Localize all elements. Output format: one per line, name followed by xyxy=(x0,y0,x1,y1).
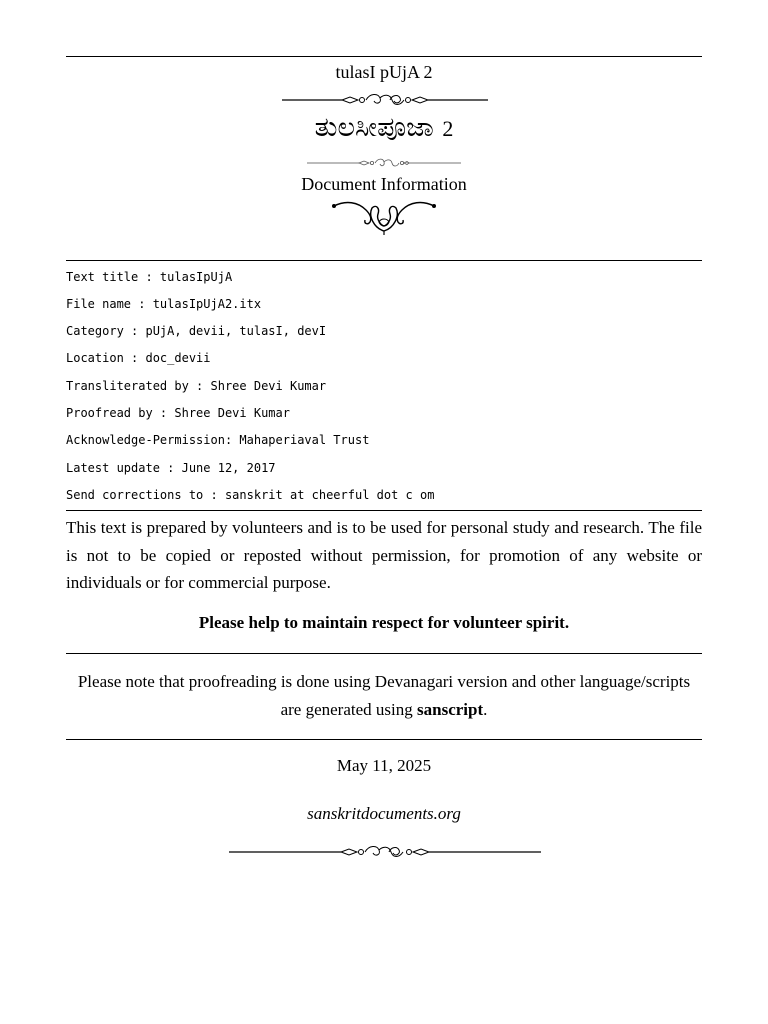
meta-send-corrections: Send corrections to : sanskrit at cheerful dot c om xyxy=(66,488,435,502)
metadata-top-rule xyxy=(66,260,702,261)
meta-location: Location : doc_devii xyxy=(66,351,211,365)
meta-category: Category : pUjA, devii, tulasI, devI xyxy=(66,324,327,338)
doc-info-heading: Document Information xyxy=(301,174,467,194)
meta-transliterated-by: Transliterated by : Shree Devi Kumar xyxy=(66,379,327,393)
top-rule xyxy=(66,56,702,57)
meta-latest-update: Latest update : June 12, 2017 xyxy=(66,461,276,475)
proofreading-note-end: . xyxy=(483,700,488,719)
meta-acknowledge-permission: Acknowledge-Permission: Mahaperiaval Trust xyxy=(66,433,370,447)
title-kannada xyxy=(0,112,768,144)
proof-bottom-rule xyxy=(66,739,702,740)
respect-note: Please help to maintain respect for volunteer spirit. xyxy=(198,613,570,632)
meta-text-title: Text title : tulasIpUjA xyxy=(66,270,233,284)
scroll-divider-bottom-ornament xyxy=(229,843,541,861)
proofreading-note-text: Please note that proofreading is done using Devanagari version and other language/scripts are generated using xyxy=(77,672,691,719)
site-name: sanskritdocuments.org xyxy=(307,804,461,823)
date: May 11, 2025 xyxy=(336,756,432,775)
scroll-divider-ornament xyxy=(282,91,488,109)
meta-proofread-by: Proofread by : Shree Devi Kumar xyxy=(66,406,290,420)
title-number: 2 xyxy=(442,116,454,141)
title-kannada-text: ತುಲಸೀಪೂಜಾ xyxy=(314,112,434,143)
scroll-divider-small-ornament xyxy=(307,157,461,169)
proofreading-note xyxy=(66,668,702,724)
flourish-ornament xyxy=(332,198,436,236)
sanscript-term: sanscript xyxy=(417,700,484,719)
meta-file-name: File name : tulasIpUjA2.itx xyxy=(66,297,262,311)
metadata-bottom-rule xyxy=(66,510,702,511)
notice-bottom-rule xyxy=(66,653,702,654)
notice-paragraph: This text is prepared by volunteers and is to be used for personal study and research. The file is not to be copied or reposted without permission, for promotion of any website or individuals or for commercial purpose. xyxy=(66,518,702,592)
title-latin: tulasI pUjA 2 xyxy=(335,62,433,82)
